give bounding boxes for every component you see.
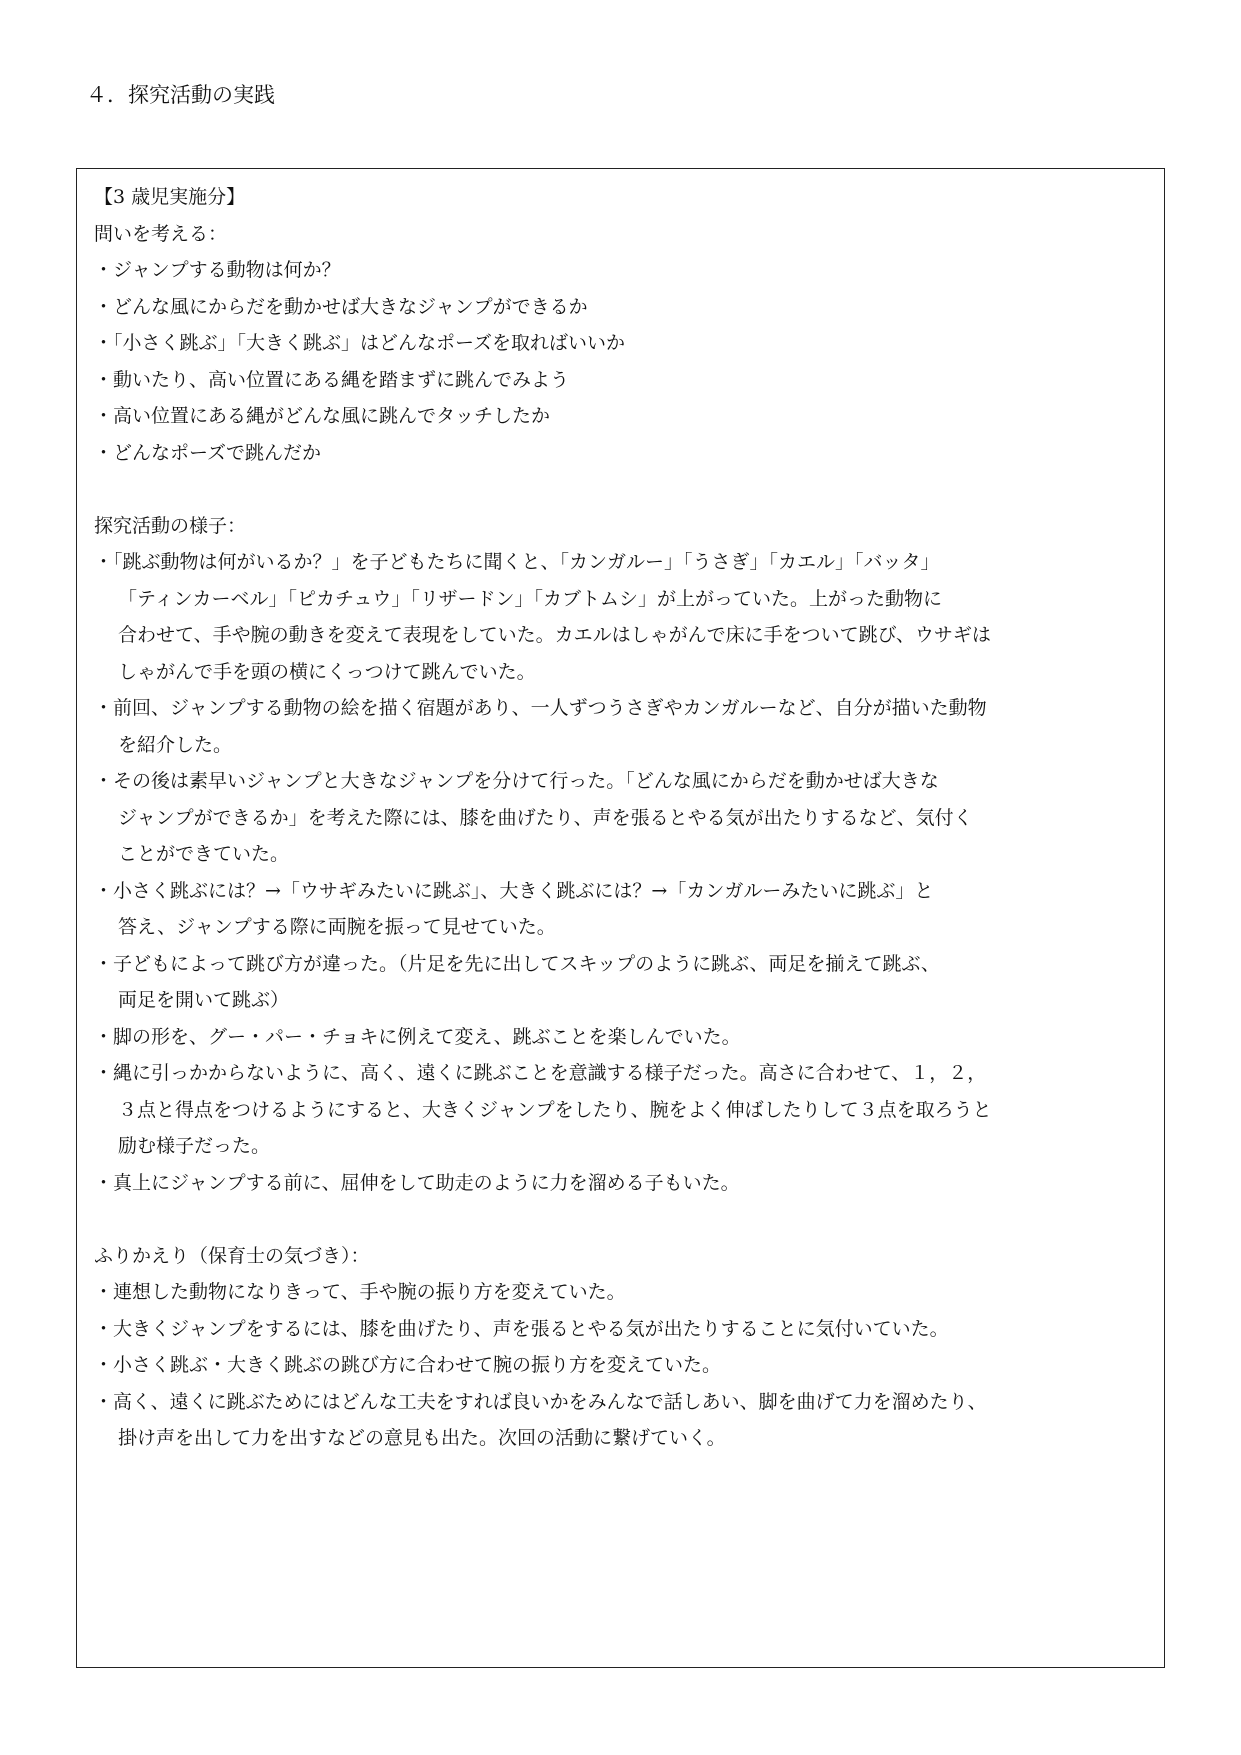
question-item: ・どんな風にからだを動かせば大きなジャンプができるか	[94, 295, 588, 318]
spacer	[94, 471, 1154, 508]
spacer	[94, 1201, 1154, 1238]
report-box	[76, 168, 1165, 1668]
questions-label: 問いを考える：	[94, 222, 228, 245]
activity-line: ・小さく跳ぶには？→「ウサギみたいに跳ぶ」、大きく跳ぶには？→「カンガルーみたいに跳ぶ」と	[94, 879, 934, 902]
activity-line: しゃがんで手を頭の横にくっつけて跳んでいた。	[118, 660, 536, 683]
activity-line: ３点と得点をつけるようにすると、大きくジャンプをしたり、腕をよく伸ばしたりして３点を取ろうと	[118, 1098, 992, 1121]
group-title: 【3 歳児実施分】	[94, 186, 246, 208]
question-item: ・動いたり、高い位置にある縄を踏まずに跳んでみよう	[94, 368, 570, 391]
reflection-line: ・小さく跳ぶ・大きく跳ぶの跳び方に合わせて腕の振り方を変えていた。	[94, 1354, 722, 1376]
activity-line: ・子どもによって跳び方が違った。（片足を先に出してスキップのように跳ぶ、両足を揃えて跳ぶ、	[94, 952, 940, 975]
question-item: ・「小さく跳ぶ」「大きく跳ぶ」はどんなポーズを取ればいいか	[94, 332, 626, 354]
report-content	[94, 179, 1154, 1457]
reflection-label: ふりかえり（保育士の気づき）：	[94, 1244, 370, 1267]
activity-line: ことができていた。	[118, 843, 290, 865]
section-heading: ４．探究活動の実践	[86, 83, 275, 107]
activity-label: 探究活動の様子：	[94, 514, 247, 537]
question-item: ・ジャンプする動物は何か？	[94, 259, 341, 281]
activity-line: を紹介した。	[118, 733, 233, 756]
activity-line: ・脚の形を、グー・パー・チョキに例えて変え、跳ぶことを楽しんでいた。	[94, 1025, 741, 1048]
activity-line: 合わせて、手や腕の動きを変えて表現をしていた。カエルはしゃがんで床に手をついて跳び、ウサギは	[118, 624, 991, 646]
activity-line: ・真上にジャンプする前に、屈伸をして助走のように力を溜める子もいた。	[94, 1171, 740, 1194]
question-item: ・どんなポーズで跳んだか	[94, 441, 322, 464]
activity-line: 両足を開いて跳ぶ）	[118, 989, 290, 1011]
activity-line: ジャンプができるか」を考えた際には、膝を曲げたり、声を張るとやる気が出たりするなど、気付く	[118, 806, 973, 829]
reflection-line: ・連想した動物になりきって、手や腕の振り方を変えていた。	[94, 1281, 626, 1303]
activity-line: ・「跳ぶ動物は何がいるか？」を子どもたちに聞くと、「カンガルー」「うさぎ」「カエル」「バッタ」	[94, 551, 940, 573]
reflection-line: 掛け声を出して力を出すなどの意見も出た。次回の活動に繋げていく。	[118, 1427, 726, 1449]
activity-line: 励む様子だった。	[118, 1135, 271, 1157]
activity-line: ・前回、ジャンプする動物の絵を描く宿題があり、一人ずつうさぎやカンガルーなど、自分が描いた動物	[94, 697, 987, 719]
question-item: ・高い位置にある縄がどんな風に跳んでタッチしたか	[94, 405, 551, 427]
reflection-line: ・高く、遠くに跳ぶためにはどんな工夫をすれば良いかをみんなで話しあい、脚を曲げて力を溜めたり、	[94, 1390, 987, 1413]
activity-line: ・その後は素早いジャンプと大きなジャンプを分けて行った。「どんな風にからだを動かせば大きな	[94, 770, 939, 792]
reflection-line: ・大きくジャンプをするには、膝を曲げたり、声を張るとやる気が出たりすることに気付いていた。	[94, 1317, 949, 1340]
activity-line: 答え、ジャンプする際に両腕を振って見せていた。	[118, 916, 556, 938]
activity-line: 「ティンカーベル」「ピカチュウ」「リザードン」「カブトムシ」が上がっていた。上がった動物に	[118, 587, 943, 610]
activity-line: ・縄に引っかからないように、高く、遠くに跳ぶことを意識する様子だった。高さに合わせて、１，２，	[94, 1062, 987, 1084]
